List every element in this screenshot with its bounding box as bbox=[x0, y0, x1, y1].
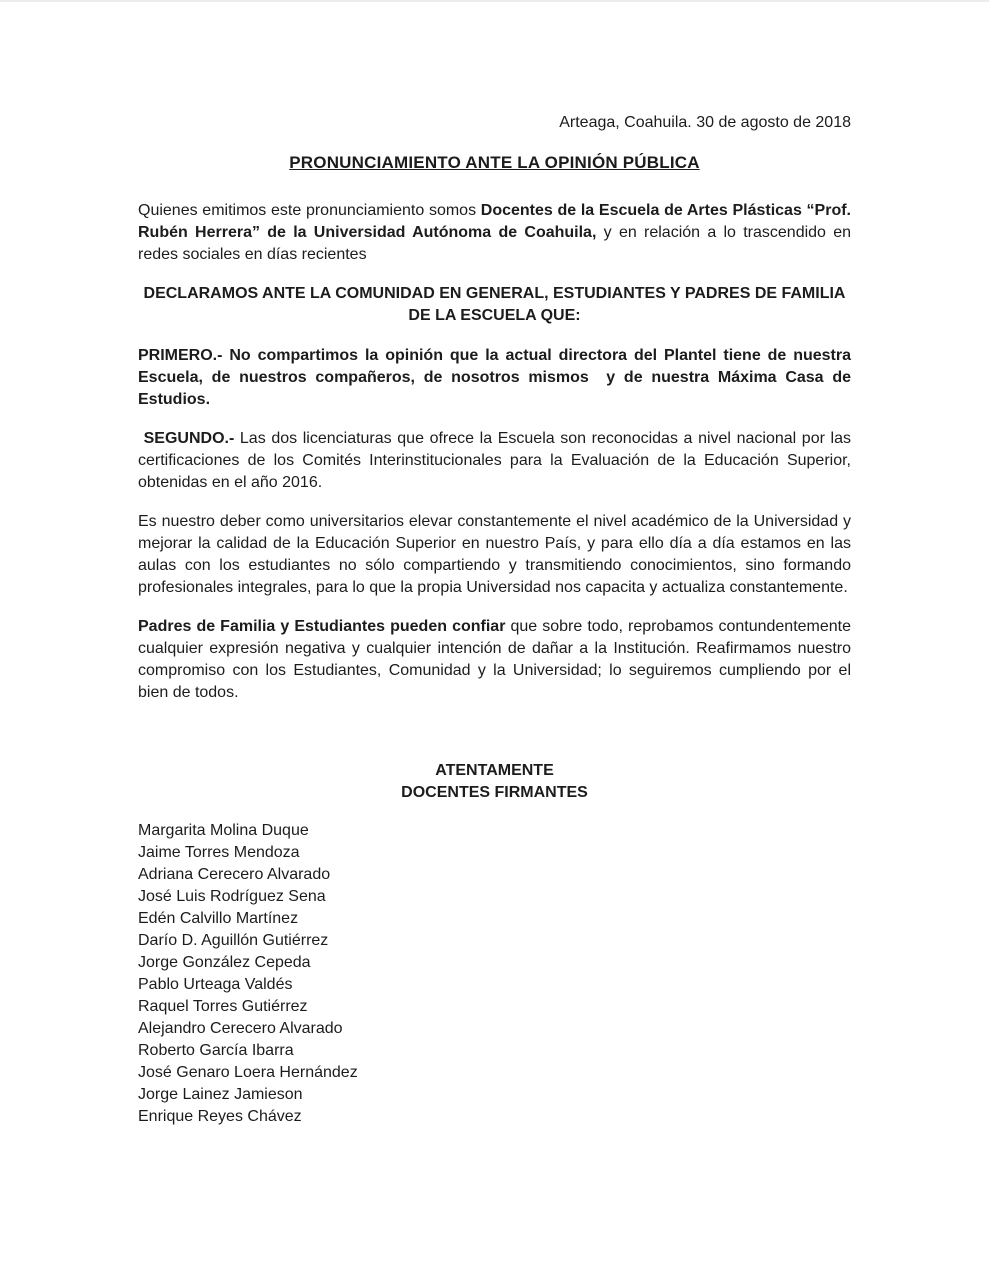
body-paragraph bbox=[138, 200, 851, 266]
body-paragraph bbox=[138, 511, 851, 599]
body-paragraph bbox=[138, 616, 851, 704]
text-segment: que sobre todo, reprobamos contundentemente cualquier expresión negativa y cualquier intención de dañar a la Institución. Reafirmamos nuestro compromiso con los Estudiantes, Comunidad y la Universidad; lo seguiremos cumpliendo por el bien de todos. bbox=[138, 618, 851, 701]
document-title: PRONUNCIAMIENTO ANTE LA OPINIÓN PÚBLICA bbox=[289, 153, 700, 172]
signer-name: Roberto García Ibarra bbox=[138, 1042, 294, 1059]
signer-name: Pablo Urteaga Valdés bbox=[138, 976, 293, 993]
document-body bbox=[138, 200, 851, 704]
closing-line-docentes-firmantes: DOCENTES FIRMANTES bbox=[401, 784, 588, 801]
text-segment: y en relación a lo trascendido en redes sociales en días recientes bbox=[138, 224, 852, 263]
bold-text-segment: SEGUNDO.- bbox=[138, 430, 235, 447]
text-segment: Quienes emitimos este pronunciamiento somos bbox=[138, 202, 481, 219]
bold-text-segment: Docentes de la Escuela de Artes Plásticas “Prof. Rubén Herrera” de la Universidad Autónoma de Coahuila, bbox=[138, 202, 851, 241]
date-line: Arteaga, Coahuila. 30 de agosto de 2018 bbox=[559, 114, 851, 131]
signer-name: Margarita Molina Duque bbox=[138, 822, 309, 839]
body-paragraph bbox=[138, 428, 851, 494]
signers-list bbox=[138, 820, 851, 1128]
body-paragraph bbox=[138, 345, 851, 411]
signer-name: Darío D. Aguillón Gutiérrez bbox=[138, 932, 329, 949]
signer-name: Enrique Reyes Chávez bbox=[138, 1108, 302, 1125]
signer-name: Edén Calvillo Martínez bbox=[138, 910, 299, 927]
signer-name: Alejandro Cerecero Alvarado bbox=[138, 1020, 343, 1037]
closing-block bbox=[138, 760, 851, 804]
closing-line-atentamente: ATENTAMENTE bbox=[435, 762, 554, 779]
signer-name: Jorge González Cepeda bbox=[138, 954, 311, 971]
signer-name: Jorge Lainez Jamieson bbox=[138, 1086, 303, 1103]
text-segment: Es nuestro deber como universitarios elevar constantemente el nivel académico de la Universidad y mejorar la calidad de la Educación Superior en nuestro País, y para ello día a día estamos en las aulas con los estudiantes no sólo compartiendo y transmitiendo conocimientos, sino formando profesionales integrales, para lo que la propia Universidad nos capacita y actualiza constantemente. bbox=[138, 513, 851, 596]
signer-name: José Luis Rodríguez Sena bbox=[138, 888, 326, 905]
signer-name: Jaime Torres Mendoza bbox=[138, 844, 300, 861]
bold-text-segment: PRIMERO.- No compartimos la opinión que la actual directora del Plantel tiene de nuestra Escuela, de nuestros compañeros, de nosotros mismos y de nuestra Máxima Casa de Estudios. bbox=[138, 347, 851, 408]
signer-name: Adriana Cerecero Alvarado bbox=[138, 866, 331, 883]
signer-name: Raquel Torres Gutiérrez bbox=[138, 998, 308, 1015]
signer-name: José Genaro Loera Hernández bbox=[138, 1064, 358, 1081]
text-segment: Las dos licenciaturas que ofrece la Escuela son reconocidas a nivel nacional por las certificaciones de los Comités Interinstitucionales para la Evaluación de la Educación Superior, obtenidas en el año 2016. bbox=[138, 430, 851, 491]
section-heading bbox=[138, 283, 851, 327]
bold-text-segment: DECLARAMOS ANTE LA COMUNIDAD EN GENERAL, ESTUDIANTES Y PADRES DE FAMILIA DE LA ESCUELA QUE: bbox=[143, 285, 846, 324]
bold-text-segment: Padres de Familia y Estudiantes pueden confiar bbox=[138, 618, 506, 635]
